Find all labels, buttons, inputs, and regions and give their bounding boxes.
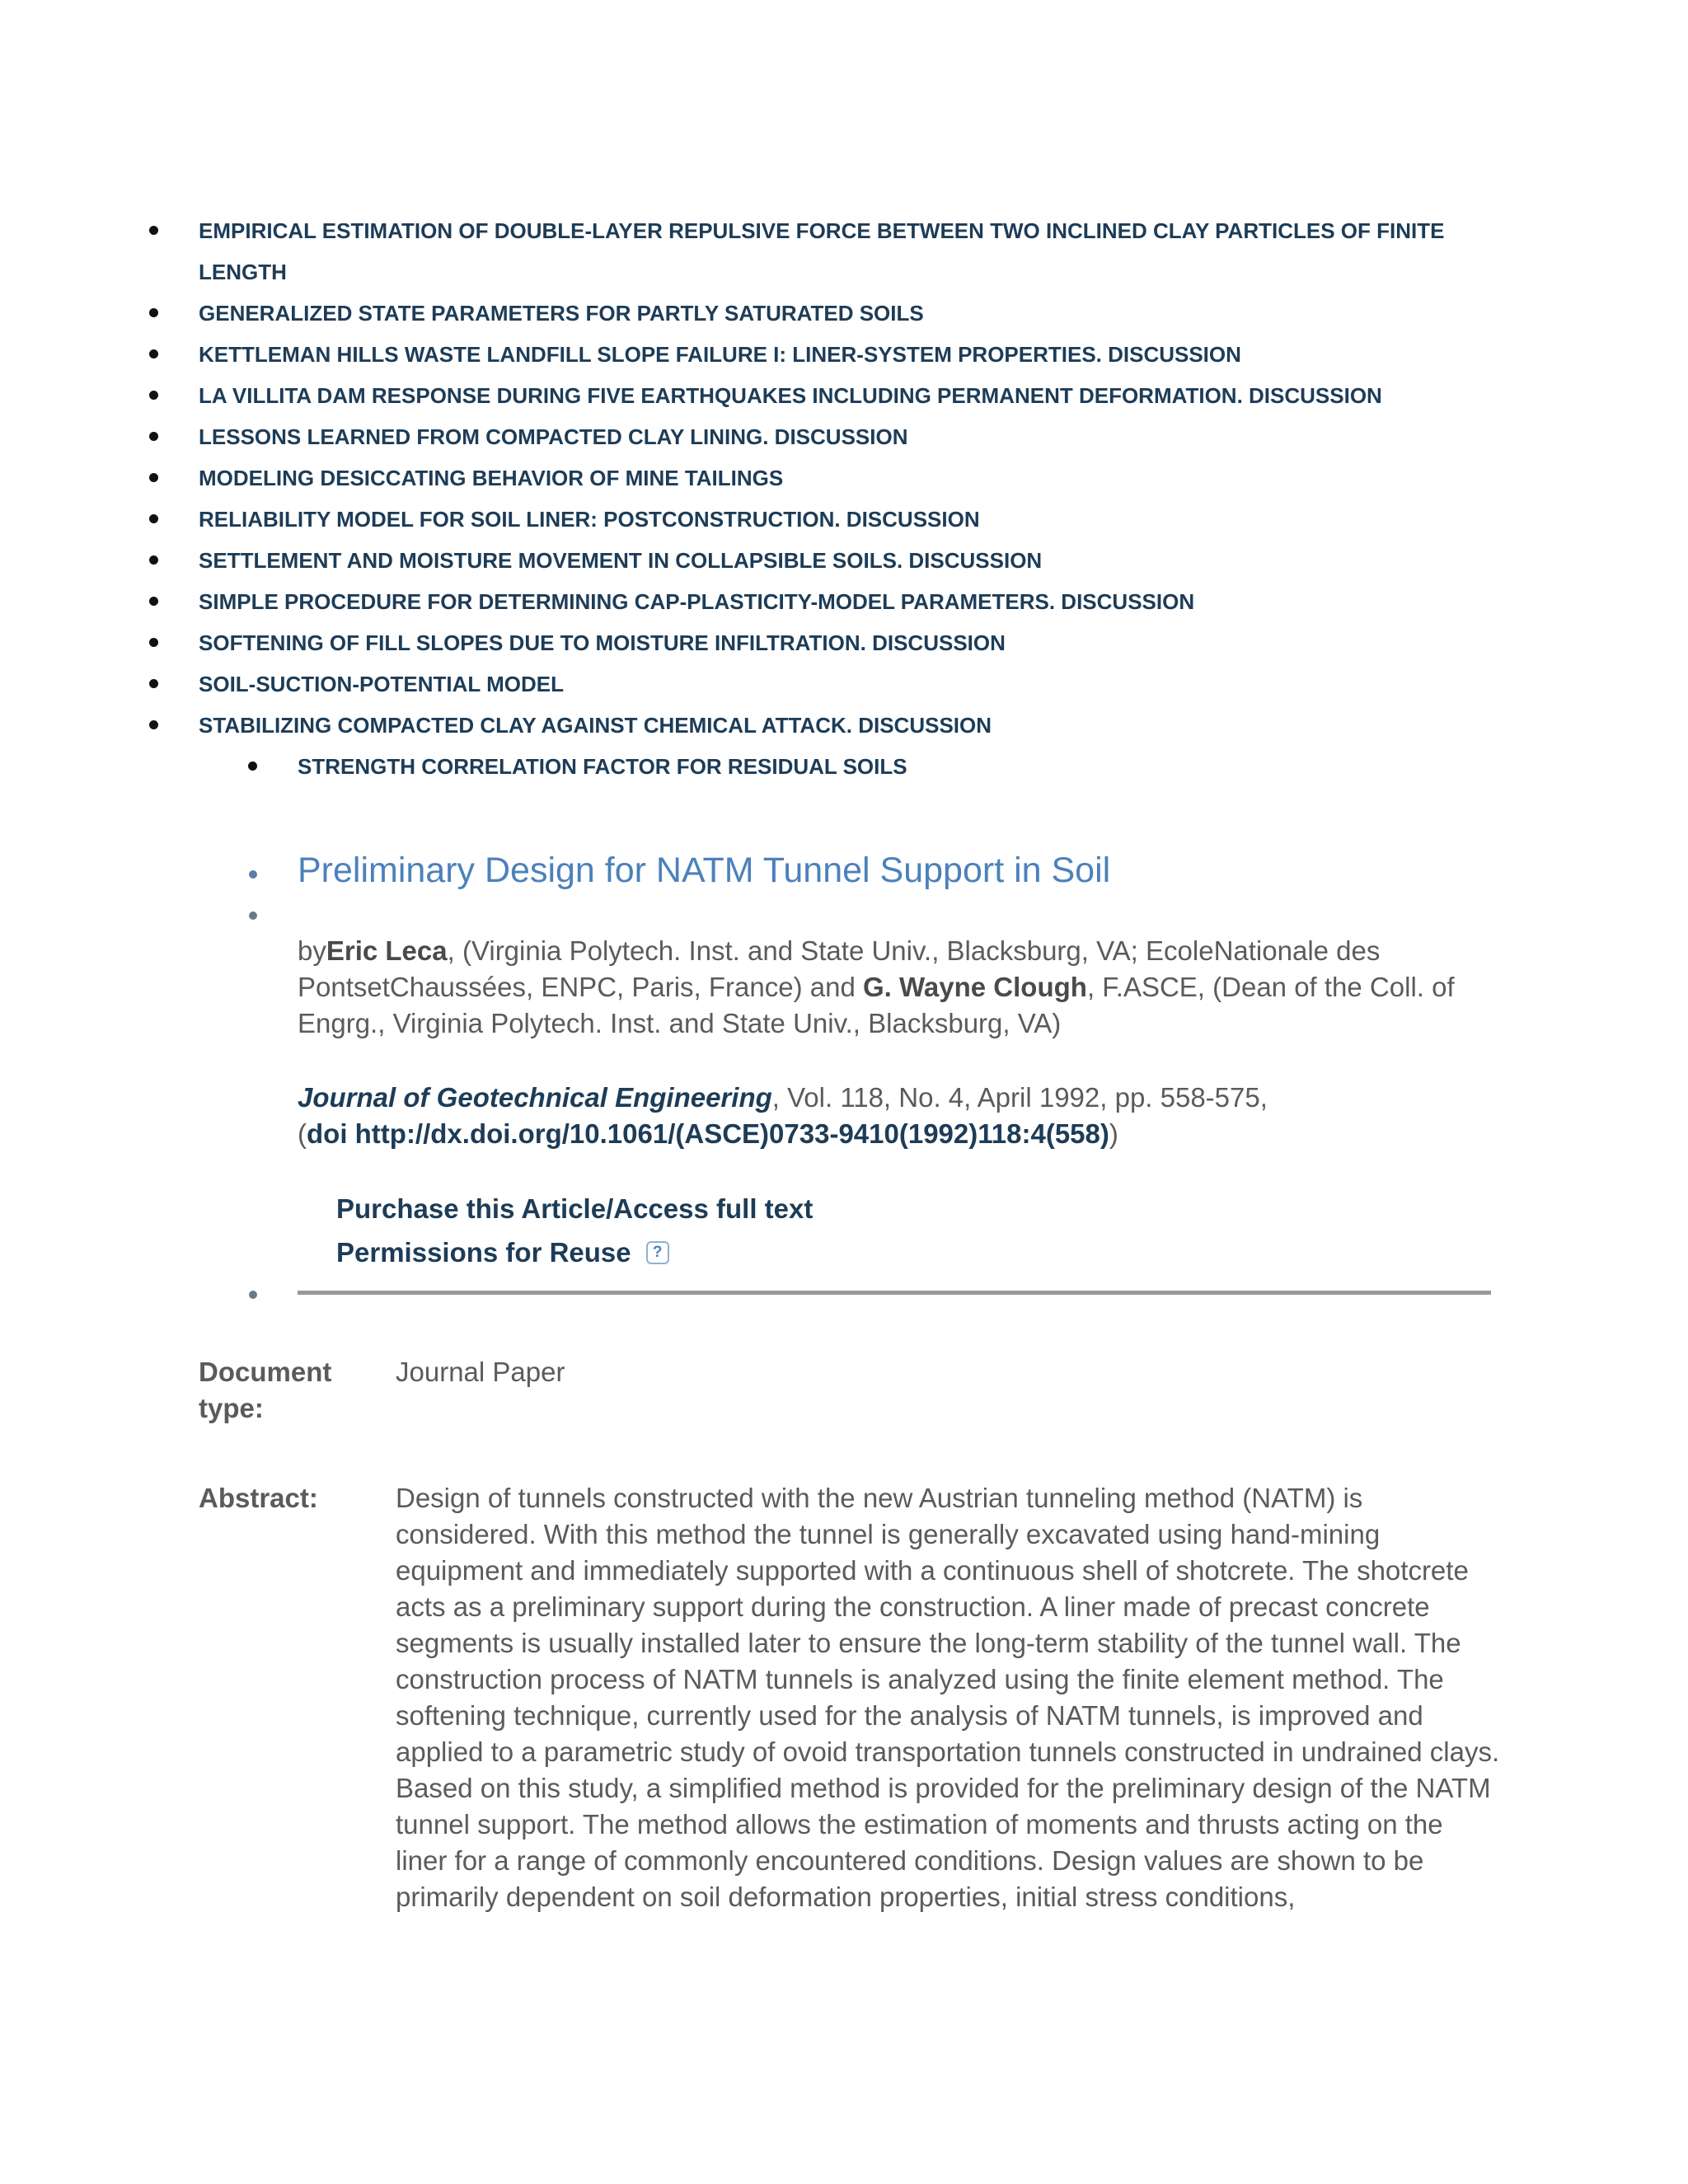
related-article-title[interactable]: GENERALIZED STATE PARAMETERS FOR PARTLY SATURATED SOILS (199, 301, 924, 326)
document-type-value: Journal Paper (396, 1357, 565, 1387)
doi-open-paren: ( (298, 1118, 307, 1149)
related-article-link[interactable] (0, 622, 1451, 663)
related-article-title[interactable]: LA VILLITA DAM RESPONSE DURING FIVE EARTHQUAKES INCLUDING PERMANENT DEFORMATION. DISCUSSION (199, 383, 1382, 408)
related-articles-list (0, 210, 1688, 787)
author-name: G. Wayne Clough (862, 972, 1087, 1002)
related-article-link[interactable] (0, 293, 1451, 334)
doi-close-paren: ) (1109, 1118, 1118, 1149)
related-article-link[interactable] (0, 663, 1451, 705)
related-article-title[interactable]: STABILIZING COMPACTED CLAY AGAINST CHEMICAL ATTACK. DISCUSSION (199, 713, 992, 738)
divider (298, 1291, 1491, 1295)
permissions-link[interactable]: Permissions for Reuse (336, 1237, 631, 1268)
author-line (298, 933, 1493, 1042)
bullet-icon (149, 679, 158, 688)
bullet-icon (249, 1291, 257, 1299)
doi-link[interactable]: doi http://dx.doi.org/10.1061/(ASCE)0733-9410(1992)118:4(558) (307, 1118, 1109, 1149)
related-article-link[interactable] (0, 334, 1451, 375)
bullet-icon (149, 349, 158, 359)
help-icon[interactable]: ? (646, 1241, 669, 1264)
bullet-icon (149, 432, 158, 441)
permissions-row (336, 1230, 813, 1274)
related-article-link[interactable] (0, 581, 1451, 622)
related-article-title[interactable]: SOFTENING OF FILL SLOPES DUE TO MOISTURE INFILTRATION. DISCUSSION (199, 630, 1006, 655)
related-article-link[interactable] (0, 457, 1451, 499)
related-article-title[interactable]: KETTLEMAN HILLS WASTE LANDFILL SLOPE FAILURE I: LINER-SYSTEM PROPERTIES. DISCUSSION (199, 342, 1241, 367)
author-affiliation: , F.ASCE, (Dean of the Coll. of Engrg., Virginia Polytech. Inst. and State Univ., Blacksburg, VA) (298, 972, 1455, 1038)
related-article-title[interactable]: EMPIRICAL ESTIMATION OF DOUBLE-LAYER REPULSIVE FORCE BETWEEN TWO INCLINED CLAY PARTICLES OF FINITE LENGTH (199, 218, 1445, 284)
abstract-label: Abstract: (199, 1483, 318, 1513)
bullet-icon (149, 391, 158, 400)
related-article-link[interactable] (0, 499, 1451, 540)
article-actions (336, 1187, 813, 1274)
related-article-title[interactable]: MODELING DESICCATING BEHAVIOR OF MINE TAILINGS (199, 466, 784, 490)
citation-details: , Vol. 118, No. 4, April 1992, pp. 558-575, (771, 1082, 1268, 1113)
bullet-icon (149, 555, 158, 565)
related-article-link[interactable] (0, 705, 1451, 746)
related-article-title[interactable]: SIMPLE PROCEDURE FOR DETERMINING CAP-PLASTICITY-MODEL PARAMETERS. DISCUSSION (199, 589, 1195, 614)
related-article-title[interactable]: LESSONS LEARNED FROM COMPACTED CLAY LINING. DISCUSSION (199, 424, 908, 449)
bullet-icon (149, 638, 158, 647)
purchase-article-link[interactable]: Purchase this Article/Access full text (336, 1193, 814, 1224)
author-name: Eric Leca (326, 935, 448, 966)
bullet-icon (149, 308, 158, 317)
related-article-link-nested[interactable] (0, 746, 1550, 787)
related-article-link[interactable] (0, 375, 1451, 416)
author-affiliation: , (Virginia Polytech. Inst. and State Univ., Blacksburg, VA; EcoleNationale des PontsetChaussées, ENPC, Paris, France) and (298, 935, 1381, 1002)
bullet-icon (149, 226, 158, 235)
abstract-text: Design of tunnels constructed with the new Austrian tunneling method (NATM) is considered. With this method the tunnel is generally excavated using hand-mining equipment and immediately supported with a continuous shell of shotcrete. The shotcrete acts as a preliminary support during the construction. A liner made of precast concrete segments is usually installed later to ensure the long-term stability of the tunnel wall. The construction process of NATM tunnels is analyzed using the finite element method. The softening technique, currently used for the analysis of NATM tunnels, is improved and applied to a parametric study of ovoid transportation tunnels constructed in undrained clays. Based on this study, a simplified method is provided for the preliminary design of the NATM tunnel support. The method allows the estimation of moments and thrusts acting on the liner for a range of commonly encountered conditions. Design values are shown to be primarily dependent on soil deformation properties, initial stress conditions, (396, 1483, 1500, 1912)
related-article-title[interactable]: RELIABILITY MODEL FOR SOIL LINER: POSTCONSTRUCTION. DISCUSSION (199, 507, 980, 532)
bullet-icon (149, 473, 158, 482)
journal-name: Journal of Geotechnical Engineering (298, 1082, 772, 1113)
bullet-icon (149, 514, 158, 523)
document-type-label: Document type: (199, 1357, 332, 1423)
related-article-link[interactable] (0, 540, 1451, 581)
related-article-title[interactable]: STRENGTH CORRELATION FACTOR FOR RESIDUAL SOILS (298, 754, 907, 779)
related-article-link[interactable] (0, 416, 1451, 457)
bullet-icon (149, 720, 158, 729)
by-prefix: by (298, 935, 326, 966)
related-article-title[interactable]: SOIL-SUCTION-POTENTIAL MODEL (199, 672, 564, 696)
citation (298, 1080, 1493, 1152)
related-article-link[interactable] (0, 210, 1451, 293)
related-article-title[interactable]: SETTLEMENT AND MOISTURE MOVEMENT IN COLLAPSIBLE SOILS. DISCUSSION (199, 548, 1043, 573)
bullet-icon (149, 597, 158, 606)
article-title: Preliminary Design for NATM Tunnel Support in Soil (298, 851, 1111, 890)
bullet-icon (249, 912, 257, 920)
bullet-icon (249, 870, 257, 879)
bullet-icon (248, 762, 257, 771)
